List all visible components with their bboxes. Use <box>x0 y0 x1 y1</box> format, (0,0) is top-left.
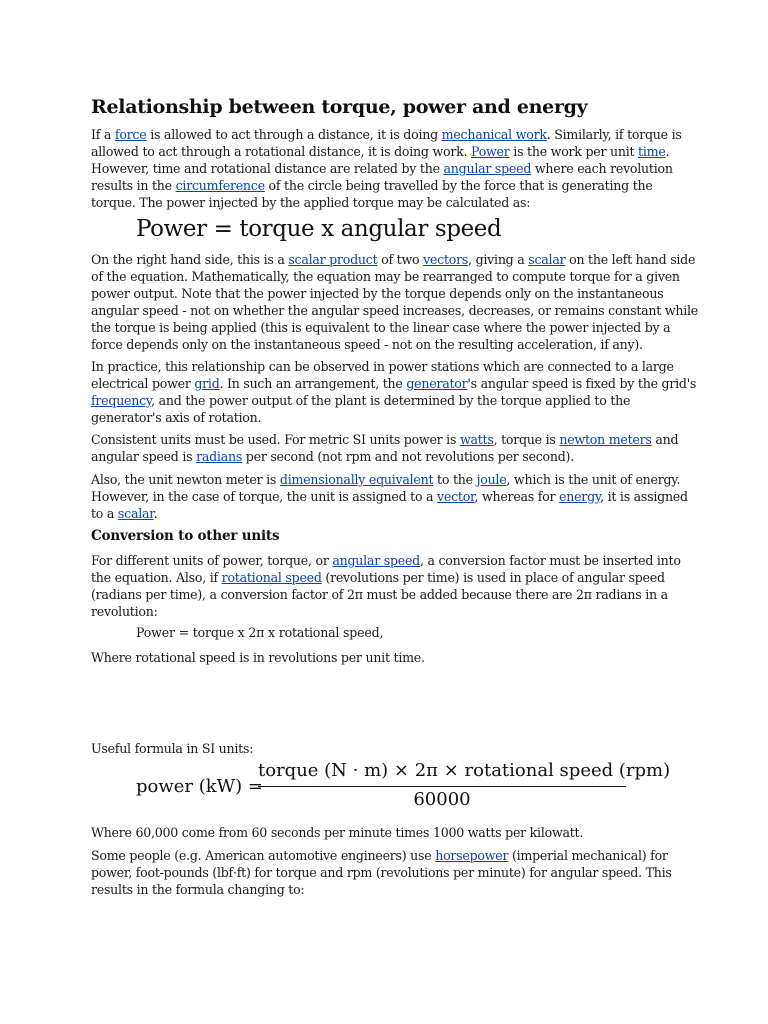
paragraph-units <box>91 431 687 465</box>
text: results in the <box>91 178 176 193</box>
fraction-bar <box>258 786 626 787</box>
link-frequency[interactable]: frequency <box>91 393 152 408</box>
text: and <box>651 432 679 447</box>
text: For different units of power, torque, or <box>91 553 333 568</box>
text: Also, the unit newton meter is <box>91 472 280 487</box>
text: (imperial mechanical) for <box>508 848 668 863</box>
text-line: In practice, this relationship can be observed in power stations which are connected to a large <box>91 359 674 374</box>
formula-si-units <box>136 760 676 810</box>
link-scalar[interactable]: scalar <box>117 506 154 521</box>
text: electrical power <box>91 376 195 391</box>
link-grid[interactable]: grid <box>194 376 220 391</box>
link-generator[interactable]: generator <box>406 376 468 391</box>
text-line: of the equation. Mathematically, the equation may be rearranged to compute torque for a given <box>91 269 680 284</box>
paragraph-useful-formula <box>91 740 687 757</box>
text: of the circle being travelled by the force that is generating the <box>264 178 653 193</box>
paragraph-newton-meter <box>91 471 687 522</box>
text: the equation. Also, if <box>91 570 222 585</box>
text: Some people (e.g. American automotive engineers) use <box>91 848 436 863</box>
link-mechanical-work[interactable]: mechanical work <box>441 127 547 142</box>
formula-lhs: power (kW) = <box>136 776 264 797</box>
text-line <box>91 160 687 177</box>
link-newton-meters[interactable]: newton meters <box>559 432 652 447</box>
text: . <box>153 506 158 521</box>
text: per second (not rpm and not revolutions per second). <box>242 449 574 464</box>
text: is allowed to act through a distance, it is doing <box>146 127 442 142</box>
text-line <box>91 569 687 586</box>
text-line: (radians per time), a conversion factor of 2π must be added because there are 2π radians in a <box>91 587 668 602</box>
equation-rotational: Power = torque x 2π x rotational speed, <box>136 625 384 640</box>
text: to the <box>433 472 477 487</box>
link-vectors[interactable]: vectors <box>423 252 469 267</box>
text: (revolutions per time) is used in place of angular speed <box>321 570 665 585</box>
text-line <box>91 177 687 194</box>
text: , torque is <box>493 432 560 447</box>
link-circumference[interactable]: circumference <box>175 178 265 193</box>
text-line <box>91 471 687 488</box>
paragraph-rotational-note <box>91 649 687 666</box>
paragraph-conversion <box>91 552 687 620</box>
formula-denominator: 60000 <box>413 789 471 810</box>
link-scalar[interactable]: scalar <box>528 252 566 267</box>
text-line <box>91 847 687 864</box>
text: . In such an arrangement, the <box>219 376 407 391</box>
paragraph-imperial <box>91 847 687 898</box>
text: allowed to act through a rotational distance, it is doing work. <box>91 144 471 159</box>
formula-numerator: torque (N · m) × 2π × rotational speed (rpm) <box>258 760 671 781</box>
link-time[interactable]: time <box>638 144 666 159</box>
text: , and the power output of the plant is determined by the torque applied to the <box>151 393 631 408</box>
text: , it is assigned <box>600 489 688 504</box>
text: , giving a <box>468 252 529 267</box>
text-line: the torque is being applied (this is equivalent to the linear case where the power injected by a <box>91 320 671 335</box>
page-title: Relationship between torque, power and energy <box>91 96 588 118</box>
text-line: power, foot-pounds (lbf·ft) for torque and rpm (revolutions per minute) for angular speed. This <box>91 865 672 880</box>
text: However, time and rotational distance are related by the <box>91 161 444 176</box>
text-line: revolution: <box>91 604 158 619</box>
paragraph-scalar-product <box>91 251 699 353</box>
link-energy[interactable]: energy <box>559 489 601 504</box>
text-line <box>91 488 687 505</box>
text: On the right hand side, this is a <box>91 252 289 267</box>
text-line <box>91 392 687 409</box>
text: is the work per unit <box>509 144 639 159</box>
text: , which is the unit of energy. <box>506 472 681 487</box>
text: where each revolution <box>531 161 673 176</box>
link-vector[interactable]: vector <box>437 489 475 504</box>
link-angular-speed[interactable]: angular speed <box>332 553 420 568</box>
text-line <box>91 251 696 268</box>
text: , whereas for <box>474 489 560 504</box>
text-line <box>91 126 687 143</box>
text: to a <box>91 506 118 521</box>
text-line <box>91 552 687 569</box>
text: . Similarly, if torque is <box>546 127 682 142</box>
text-line: torque. The power injected by the applied torque may be calculated as: <box>91 195 531 210</box>
paragraph-power-stations <box>91 358 697 426</box>
paragraph-intro <box>91 126 687 211</box>
text: angular speed is <box>91 449 197 464</box>
link-force[interactable]: force <box>114 127 147 142</box>
text-line: results in the formula changing to: <box>91 882 305 897</box>
link-watts[interactable]: watts <box>459 432 494 447</box>
paragraph-60000 <box>91 824 687 841</box>
text: , a conversion factor must be inserted into <box>419 553 681 568</box>
text-line <box>91 448 687 465</box>
link-power[interactable]: Power <box>470 144 510 159</box>
equation-power: Power = torque x angular speed <box>136 216 502 242</box>
text-line <box>91 431 687 448</box>
link-horsepower[interactable]: horsepower <box>435 848 509 863</box>
link-rotational-speed[interactable]: rotational speed <box>221 570 322 585</box>
text-line: generator's axis of rotation. <box>91 410 262 425</box>
text-line: force depends only on the instantaneous speed - not on the resulting acceleration, if any). <box>91 337 643 352</box>
text: on the left hand side <box>565 252 696 267</box>
link-dimensionally-equivalent[interactable]: dimensionally equivalent <box>279 472 434 487</box>
text-line <box>91 375 697 392</box>
link-radians[interactable]: radians <box>196 449 243 464</box>
text-line: Where 60,000 come from 60 seconds per minute times 1000 watts per kilowatt. <box>91 825 584 840</box>
link-scalar-product[interactable]: scalar product <box>288 252 378 267</box>
text: 's angular speed is fixed by the grid's <box>467 376 697 391</box>
text: Consistent units must be used. For metric SI units power is <box>91 432 460 447</box>
text: . <box>665 144 670 159</box>
text: However, in the case of torque, the unit is assigned to a <box>91 489 438 504</box>
link-angular-speed[interactable]: angular speed <box>443 161 532 176</box>
text: If a <box>91 127 115 142</box>
text-line <box>91 143 687 160</box>
text-line: Useful formula in SI units: <box>91 741 254 756</box>
text-line <box>91 505 687 522</box>
text-line: Where rotational speed is in revolutions per unit time. <box>91 650 425 665</box>
text: of two <box>377 252 424 267</box>
text-line: power output. Note that the power injected by the torque depends only on the instantaneous <box>91 286 664 301</box>
section-heading: Conversion to other units <box>91 528 280 544</box>
link-joule[interactable]: joule <box>476 472 507 487</box>
text-line: angular speed - not on whether the angular speed increases, decreases, or remains constant while <box>91 303 699 318</box>
